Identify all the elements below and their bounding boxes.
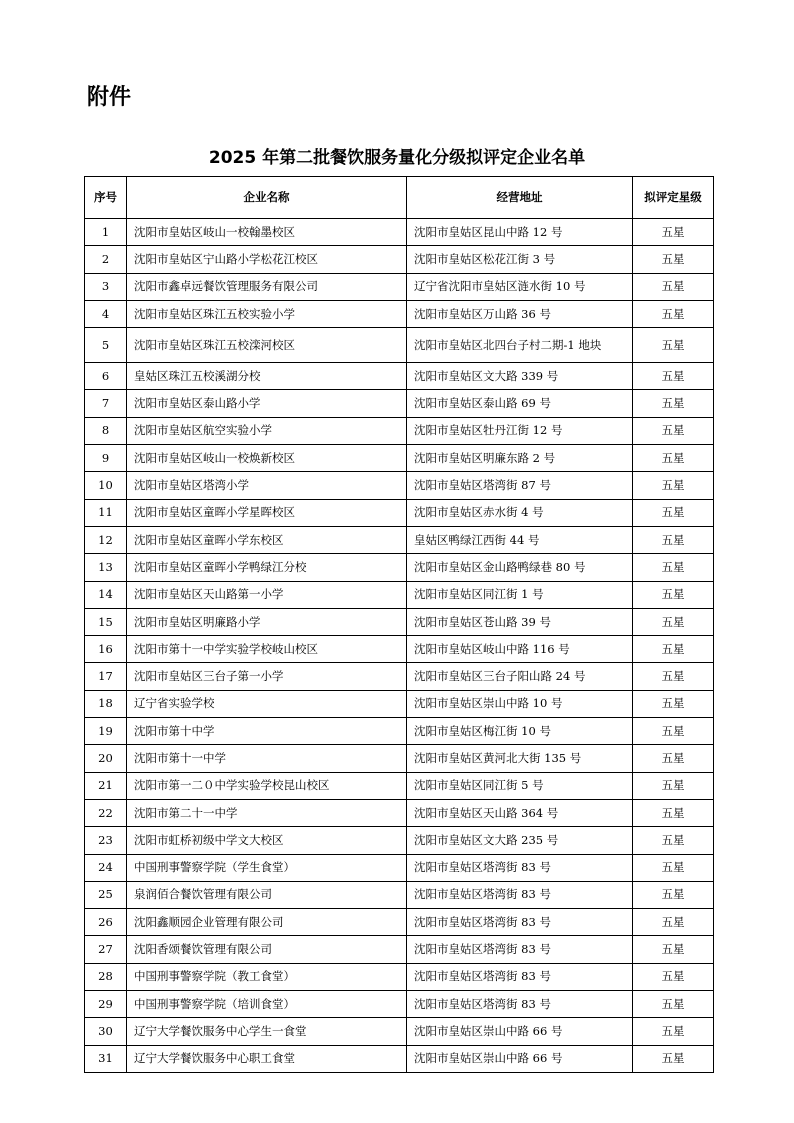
row-index: 5 bbox=[85, 328, 127, 363]
row-rating: 五星 bbox=[633, 772, 714, 799]
row-index: 2 bbox=[85, 246, 127, 273]
row-index: 8 bbox=[85, 417, 127, 444]
row-rating: 五星 bbox=[633, 608, 714, 635]
row-address: 沈阳市皇姑区万山路 36 号 bbox=[407, 300, 633, 327]
header-address: 经营地址 bbox=[407, 177, 633, 219]
table-row bbox=[85, 718, 714, 745]
row-rating: 五星 bbox=[633, 1045, 714, 1072]
row-address: 沈阳市皇姑区崇山中路 10 号 bbox=[407, 690, 633, 717]
row-enterprise-name: 辽宁大学餐饮服务中心学生一食堂 bbox=[127, 1018, 407, 1045]
row-index: 22 bbox=[85, 799, 127, 826]
table-body bbox=[85, 219, 714, 1073]
row-enterprise-name: 沈阳市皇姑区宁山路小学松花江校区 bbox=[127, 246, 407, 273]
row-enterprise-name: 沈阳市皇姑区天山路第一小学 bbox=[127, 581, 407, 608]
table-row bbox=[85, 1045, 714, 1072]
table-row bbox=[85, 219, 714, 246]
table-row bbox=[85, 1018, 714, 1045]
row-enterprise-name: 沈阳市皇姑区岐山一校翰墨校区 bbox=[127, 219, 407, 246]
table-row bbox=[85, 799, 714, 826]
row-rating: 五星 bbox=[633, 273, 714, 300]
table-row bbox=[85, 499, 714, 526]
row-enterprise-name: 沈阳市皇姑区泰山路小学 bbox=[127, 390, 407, 417]
table-row bbox=[85, 300, 714, 327]
row-rating: 五星 bbox=[633, 300, 714, 327]
table-row bbox=[85, 881, 714, 908]
row-address: 沈阳市皇姑区岐山中路 116 号 bbox=[407, 636, 633, 663]
row-rating: 五星 bbox=[633, 526, 714, 553]
row-rating: 五星 bbox=[633, 499, 714, 526]
row-index: 28 bbox=[85, 963, 127, 990]
row-enterprise-name: 沈阳香颂餐饮管理有限公司 bbox=[127, 936, 407, 963]
row-rating: 五星 bbox=[633, 690, 714, 717]
row-index: 12 bbox=[85, 526, 127, 553]
row-index: 19 bbox=[85, 718, 127, 745]
table-row bbox=[85, 472, 714, 499]
row-address: 沈阳市皇姑区北四台子村二期-1 地块 bbox=[407, 328, 633, 363]
row-address: 沈阳市皇姑区塔湾街 83 号 bbox=[407, 909, 633, 936]
table-row bbox=[85, 608, 714, 635]
header-index: 序号 bbox=[85, 177, 127, 219]
row-rating: 五星 bbox=[633, 799, 714, 826]
row-enterprise-name: 沈阳市皇姑区明廉路小学 bbox=[127, 608, 407, 635]
table-row bbox=[85, 827, 714, 854]
row-enterprise-name: 皇姑区珠江五校溪湖分校 bbox=[127, 363, 407, 390]
attachment-label: 附件 bbox=[87, 85, 132, 110]
row-enterprise-name: 沈阳市皇姑区童晖小学东校区 bbox=[127, 526, 407, 553]
row-rating: 五星 bbox=[633, 827, 714, 854]
row-rating: 五星 bbox=[633, 472, 714, 499]
row-enterprise-name: 中国刑事警察学院（学生食堂） bbox=[127, 854, 407, 881]
document-title: 2025 年第二批餐饮服务量化分级拟评定企业名单 bbox=[208, 148, 586, 168]
row-rating: 五星 bbox=[633, 881, 714, 908]
row-rating: 五星 bbox=[633, 991, 714, 1018]
table-row bbox=[85, 273, 714, 300]
row-enterprise-name: 沈阳鑫顺园企业管理有限公司 bbox=[127, 909, 407, 936]
row-rating: 五星 bbox=[633, 363, 714, 390]
table-row bbox=[85, 963, 714, 990]
row-index: 17 bbox=[85, 663, 127, 690]
header-enterprise-name: 企业名称 bbox=[127, 177, 407, 219]
row-enterprise-name: 沈阳市虹桥初级中学文大校区 bbox=[127, 827, 407, 854]
table-row bbox=[85, 246, 714, 273]
row-address: 沈阳市皇姑区塔湾街 83 号 bbox=[407, 881, 633, 908]
row-enterprise-name: 沈阳市皇姑区童晖小学鸭绿江分校 bbox=[127, 554, 407, 581]
row-address: 沈阳市皇姑区同江街 5 号 bbox=[407, 772, 633, 799]
row-enterprise-name: 沈阳市皇姑区塔湾小学 bbox=[127, 472, 407, 499]
row-enterprise-name: 沈阳市第十中学 bbox=[127, 718, 407, 745]
row-index: 9 bbox=[85, 445, 127, 472]
row-rating: 五星 bbox=[633, 663, 714, 690]
row-rating: 五星 bbox=[633, 718, 714, 745]
row-index: 27 bbox=[85, 936, 127, 963]
row-index: 31 bbox=[85, 1045, 127, 1072]
row-address: 辽宁省沈阳市皇姑区涟水街 10 号 bbox=[407, 273, 633, 300]
row-rating: 五星 bbox=[633, 636, 714, 663]
row-address: 沈阳市皇姑区黄河北大街 135 号 bbox=[407, 745, 633, 772]
table-row bbox=[85, 854, 714, 881]
row-index: 30 bbox=[85, 1018, 127, 1045]
row-enterprise-name: 中国刑事警察学院（培训食堂） bbox=[127, 991, 407, 1018]
row-enterprise-name: 沈阳市第十一中学 bbox=[127, 745, 407, 772]
row-address: 沈阳市皇姑区金山路鸭绿巷 80 号 bbox=[407, 554, 633, 581]
row-enterprise-name: 辽宁大学餐饮服务中心职工食堂 bbox=[127, 1045, 407, 1072]
row-enterprise-name: 沈阳市皇姑区岐山一校焕新校区 bbox=[127, 445, 407, 472]
row-address: 沈阳市皇姑区松花江街 3 号 bbox=[407, 246, 633, 273]
row-rating: 五星 bbox=[633, 417, 714, 444]
row-enterprise-name: 沈阳市第十一中学实验学校岐山校区 bbox=[127, 636, 407, 663]
row-index: 21 bbox=[85, 772, 127, 799]
row-index: 24 bbox=[85, 854, 127, 881]
row-address: 沈阳市皇姑区塔湾街 83 号 bbox=[407, 991, 633, 1018]
row-rating: 五星 bbox=[633, 745, 714, 772]
row-rating: 五星 bbox=[633, 936, 714, 963]
table-row bbox=[85, 991, 714, 1018]
table-row bbox=[85, 772, 714, 799]
row-address: 沈阳市皇姑区泰山路 69 号 bbox=[407, 390, 633, 417]
row-address: 沈阳市皇姑区崇山中路 66 号 bbox=[407, 1045, 633, 1072]
row-index: 15 bbox=[85, 608, 127, 635]
row-address: 沈阳市皇姑区塔湾街 87 号 bbox=[407, 472, 633, 499]
row-index: 25 bbox=[85, 881, 127, 908]
row-index: 4 bbox=[85, 300, 127, 327]
row-enterprise-name: 沈阳市鑫卓远餐饮管理服务有限公司 bbox=[127, 273, 407, 300]
row-address: 沈阳市皇姑区塔湾街 83 号 bbox=[407, 936, 633, 963]
row-index: 1 bbox=[85, 219, 127, 246]
row-address: 沈阳市皇姑区文大路 235 号 bbox=[407, 827, 633, 854]
row-address: 沈阳市皇姑区赤水街 4 号 bbox=[407, 499, 633, 526]
enterprise-table bbox=[84, 176, 714, 1073]
row-address: 沈阳市皇姑区文大路 339 号 bbox=[407, 363, 633, 390]
row-enterprise-name: 泉润佰合餐饮管理有限公司 bbox=[127, 881, 407, 908]
row-rating: 五星 bbox=[633, 963, 714, 990]
row-enterprise-name: 沈阳市皇姑区航空实验小学 bbox=[127, 417, 407, 444]
row-rating: 五星 bbox=[633, 854, 714, 881]
row-index: 20 bbox=[85, 745, 127, 772]
row-index: 11 bbox=[85, 499, 127, 526]
table-row bbox=[85, 390, 714, 417]
row-address: 皇姑区鸭绿江西街 44 号 bbox=[407, 526, 633, 553]
row-index: 26 bbox=[85, 909, 127, 936]
row-index: 16 bbox=[85, 636, 127, 663]
row-enterprise-name: 沈阳市第二十一中学 bbox=[127, 799, 407, 826]
table-row bbox=[85, 636, 714, 663]
row-index: 6 bbox=[85, 363, 127, 390]
row-address: 沈阳市皇姑区梅江街 10 号 bbox=[407, 718, 633, 745]
row-index: 14 bbox=[85, 581, 127, 608]
row-rating: 五星 bbox=[633, 909, 714, 936]
table-header-row bbox=[85, 177, 714, 219]
row-rating: 五星 bbox=[633, 246, 714, 273]
row-index: 13 bbox=[85, 554, 127, 581]
row-enterprise-name: 沈阳市皇姑区珠江五校实验小学 bbox=[127, 300, 407, 327]
row-enterprise-name: 沈阳市皇姑区珠江五校滦河校区 bbox=[127, 328, 407, 363]
table-row bbox=[85, 328, 714, 363]
row-rating: 五星 bbox=[633, 445, 714, 472]
row-index: 7 bbox=[85, 390, 127, 417]
table-row bbox=[85, 581, 714, 608]
table-row bbox=[85, 663, 714, 690]
row-rating: 五星 bbox=[633, 328, 714, 363]
row-rating: 五星 bbox=[633, 390, 714, 417]
row-enterprise-name: 沈阳市皇姑区童晖小学星晖校区 bbox=[127, 499, 407, 526]
table-row bbox=[85, 690, 714, 717]
row-enterprise-name: 沈阳市第一二０中学实验学校昆山校区 bbox=[127, 772, 407, 799]
header-rating: 拟评定星级 bbox=[633, 177, 714, 219]
row-address: 沈阳市皇姑区牡丹江街 12 号 bbox=[407, 417, 633, 444]
table-row bbox=[85, 445, 714, 472]
row-index: 18 bbox=[85, 690, 127, 717]
row-address: 沈阳市皇姑区三台子阳山路 24 号 bbox=[407, 663, 633, 690]
row-rating: 五星 bbox=[633, 581, 714, 608]
row-index: 10 bbox=[85, 472, 127, 499]
table-row bbox=[85, 417, 714, 444]
row-address: 沈阳市皇姑区塔湾街 83 号 bbox=[407, 854, 633, 881]
row-address: 沈阳市皇姑区明廉东路 2 号 bbox=[407, 445, 633, 472]
table-row bbox=[85, 936, 714, 963]
row-address: 沈阳市皇姑区崇山中路 66 号 bbox=[407, 1018, 633, 1045]
row-index: 3 bbox=[85, 273, 127, 300]
row-enterprise-name: 沈阳市皇姑区三台子第一小学 bbox=[127, 663, 407, 690]
row-address: 沈阳市皇姑区昆山中路 12 号 bbox=[407, 219, 633, 246]
table-row bbox=[85, 909, 714, 936]
row-enterprise-name: 辽宁省实验学校 bbox=[127, 690, 407, 717]
table-row bbox=[85, 526, 714, 553]
table-row bbox=[85, 554, 714, 581]
table-row bbox=[85, 363, 714, 390]
row-rating: 五星 bbox=[633, 1018, 714, 1045]
row-rating: 五星 bbox=[633, 219, 714, 246]
row-enterprise-name: 中国刑事警察学院（教工食堂） bbox=[127, 963, 407, 990]
row-rating: 五星 bbox=[633, 554, 714, 581]
row-address: 沈阳市皇姑区塔湾街 83 号 bbox=[407, 963, 633, 990]
table-row bbox=[85, 745, 714, 772]
row-index: 29 bbox=[85, 991, 127, 1018]
row-address: 沈阳市皇姑区天山路 364 号 bbox=[407, 799, 633, 826]
row-address: 沈阳市皇姑区同江街 1 号 bbox=[407, 581, 633, 608]
row-address: 沈阳市皇姑区苍山路 39 号 bbox=[407, 608, 633, 635]
row-index: 23 bbox=[85, 827, 127, 854]
